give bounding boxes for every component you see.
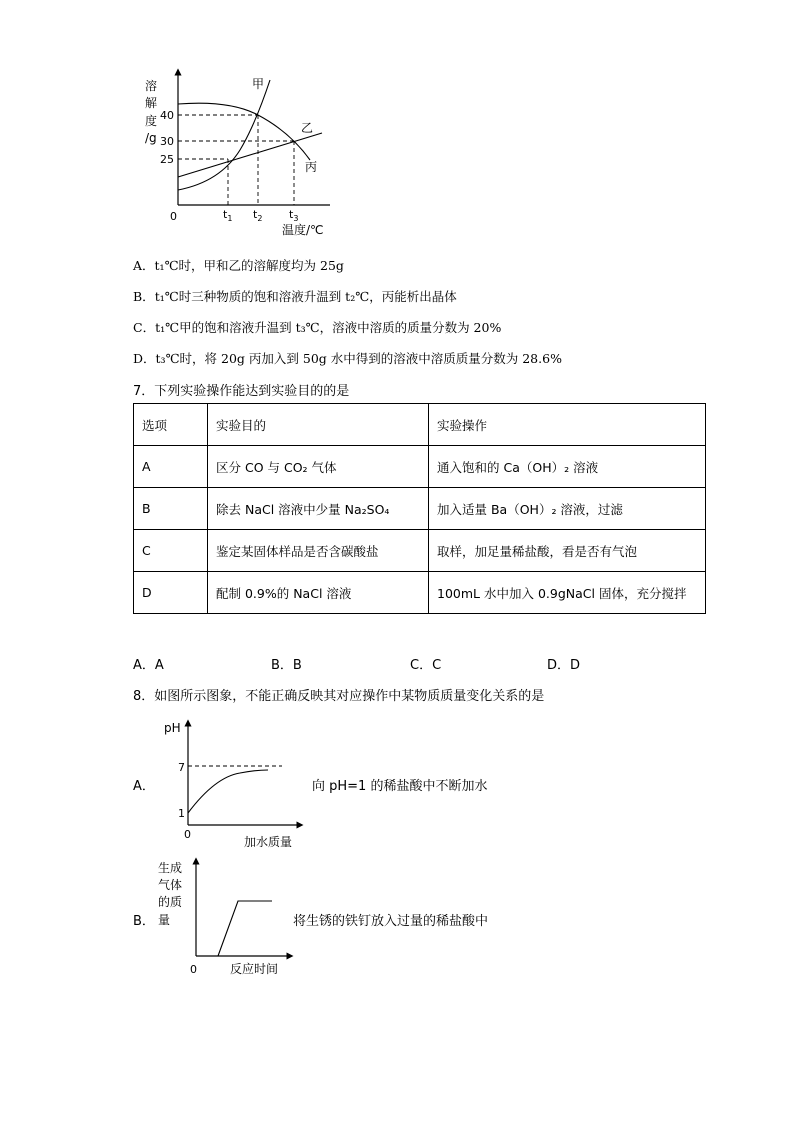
tick-t2: $t_2$ bbox=[253, 208, 263, 223]
y-label-3: 度 bbox=[145, 114, 158, 128]
table-cell: 加入适量 Ba（OH）₂ 溶液，过滤 bbox=[429, 488, 706, 530]
tick-t1: $t_1$ bbox=[223, 208, 233, 223]
table-cell: C bbox=[134, 530, 208, 572]
ph-x-label: 加水质量 bbox=[244, 835, 293, 849]
origin-0: 0 bbox=[190, 963, 197, 976]
tick-7: 7 bbox=[178, 761, 185, 774]
gas-x-label: 反应时间 bbox=[230, 962, 279, 976]
solubility-graph bbox=[140, 62, 340, 242]
table-row bbox=[134, 572, 706, 614]
curve-bing bbox=[178, 103, 310, 160]
table-header: 实验操作 bbox=[429, 404, 706, 446]
q7-choice-c: C．C bbox=[410, 658, 442, 673]
q8-option-b-desc: 将生锈的铁钉放入过量的稀盐酸中 bbox=[293, 914, 489, 929]
q8-option-a-letter: A． bbox=[133, 779, 155, 794]
gas-y-label-1: 生成 bbox=[158, 861, 183, 875]
label-yi: 乙 bbox=[301, 121, 314, 135]
table-cell: A bbox=[134, 446, 208, 488]
y-label-2: 解 bbox=[145, 96, 158, 110]
table-header: 实验目的 bbox=[208, 404, 429, 446]
ph-y-label: pH bbox=[164, 721, 181, 735]
gas-y-label-4: 量 bbox=[158, 913, 171, 927]
origin-0: 0 bbox=[184, 828, 191, 841]
tick-25: 25 bbox=[160, 153, 174, 166]
table-cell: 区分 CO 与 CO₂ 气体 bbox=[208, 446, 429, 488]
ph-curve bbox=[188, 770, 268, 813]
gas-curve bbox=[218, 901, 272, 956]
label-bing: 丙 bbox=[305, 160, 318, 174]
q7-table bbox=[133, 403, 706, 614]
curve-jia bbox=[178, 80, 270, 190]
q8-option-a-desc: 向 pH=1 的稀盐酸中不断加水 bbox=[312, 779, 488, 794]
tick-40: 40 bbox=[160, 109, 174, 122]
gas-graph bbox=[150, 855, 300, 980]
table-row bbox=[134, 446, 706, 488]
table-cell: D bbox=[134, 572, 208, 614]
tick-1: 1 bbox=[178, 807, 185, 820]
gas-y-label-2: 气体 bbox=[158, 878, 183, 892]
y-label-4: /g bbox=[145, 131, 157, 145]
table-cell: 100mL 水中加入 0.9gNaCl 固体，充分搅拌 bbox=[429, 572, 706, 614]
table-header-row bbox=[134, 404, 706, 446]
table-row bbox=[134, 530, 706, 572]
table-header: 选项 bbox=[134, 404, 208, 446]
curve-yi bbox=[178, 133, 322, 177]
q6-option-b: B．t₁℃时三种物质的饱和溶液升温到 t₂℃，丙能析出晶体 bbox=[133, 289, 457, 304]
origin-0: 0 bbox=[170, 210, 177, 223]
table-cell: B bbox=[134, 488, 208, 530]
tick-t3: $t_3$ bbox=[289, 208, 299, 223]
q7-question: 7．下列实验操作能达到实验目的的是 bbox=[133, 384, 350, 399]
table-cell: 配制 0.9%的 NaCl 溶液 bbox=[208, 572, 429, 614]
label-jia: 甲 bbox=[252, 77, 265, 91]
table-cell: 除去 NaCl 溶液中少量 Na₂SO₄ bbox=[208, 488, 429, 530]
q7-choice-b: B．B bbox=[271, 658, 302, 673]
y-label-1: 溶 bbox=[145, 79, 158, 93]
gas-y-label-3: 的质 bbox=[158, 895, 183, 909]
q6-option-c: C．t₁℃甲的饱和溶液升温到 t₃℃，溶液中溶质的质量分数为 20% bbox=[133, 320, 502, 335]
table-cell: 通入饱和的 Ca（OH）₂ 溶液 bbox=[429, 446, 706, 488]
q7-choice-a: A．A bbox=[133, 658, 164, 673]
q8-question: 8．如图所示图象，不能正确反映其对应操作中某物质质量变化关系的是 bbox=[133, 689, 545, 704]
table-row bbox=[134, 488, 706, 530]
table-cell: 取样，加足量稀盐酸，看是否有气泡 bbox=[429, 530, 706, 572]
x-label: 温度/℃ bbox=[282, 223, 324, 237]
q6-option-d: D．t₃℃时，将 20g 丙加入到 50g 水中得到的溶液中溶质质量分数为 28.6% bbox=[133, 351, 562, 366]
tick-30: 30 bbox=[160, 135, 174, 148]
table-cell: 鉴定某固体样品是否含碳酸盐 bbox=[208, 530, 429, 572]
q8-option-b-letter: B． bbox=[133, 914, 155, 929]
q7-choice-d: D．D bbox=[547, 658, 581, 673]
ph-graph bbox=[160, 715, 320, 855]
q6-option-a: A．t₁℃时，甲和乙的溶解度均为 25g bbox=[133, 258, 344, 273]
